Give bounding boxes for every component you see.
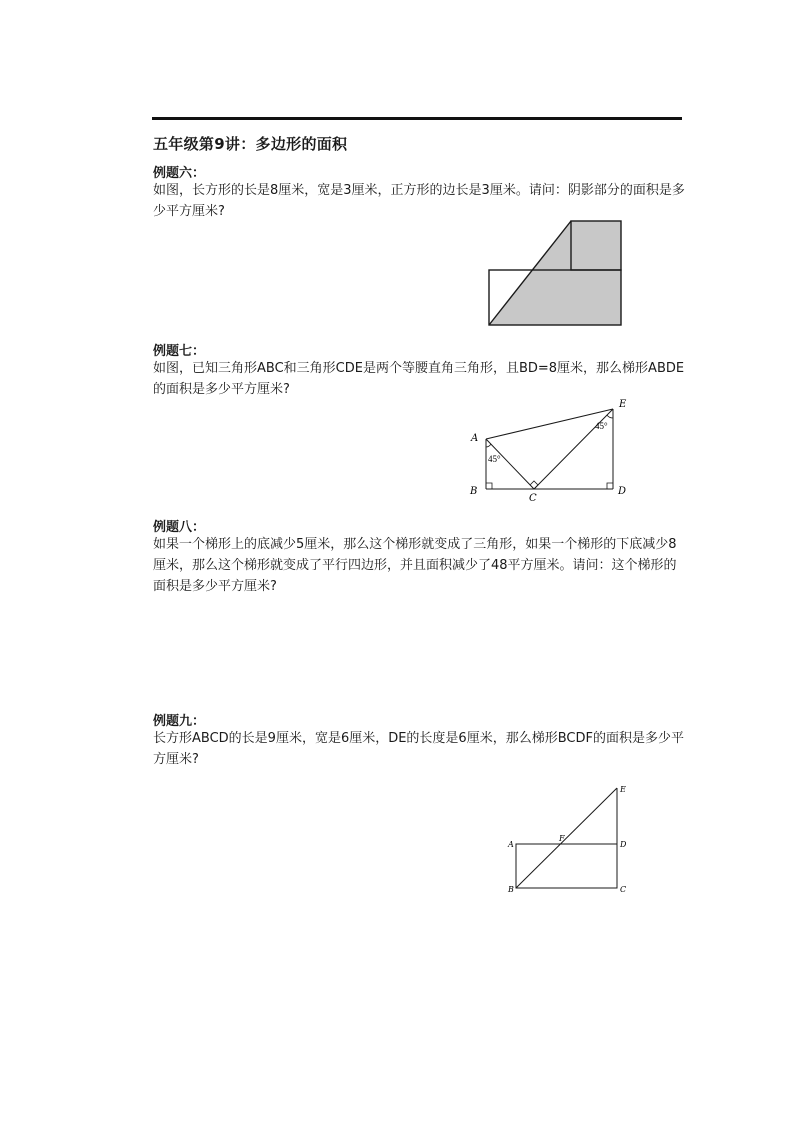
label-c: C: [620, 885, 627, 894]
segment-be: [516, 788, 617, 888]
label-a: A: [471, 433, 479, 444]
example-7-label: 例题七：: [153, 344, 206, 359]
label-f: F: [559, 834, 565, 843]
example-7-figure: [462, 394, 652, 504]
example-9-text: 长方形ABCD的长是9厘米，宽是6厘米，DE的长度是6厘米，那么梯形BCDF的面积是多少平方厘米?: [153, 731, 684, 767]
right-angle-d: [607, 483, 613, 489]
angle-arc-e: [607, 415, 613, 418]
label-c: C: [529, 493, 537, 504]
right-angle-c: [530, 481, 538, 489]
angle-arc-a: [486, 444, 491, 447]
header-rule: [152, 117, 682, 120]
example-9-label: 例题九：: [153, 714, 206, 729]
label-b: B: [470, 486, 478, 497]
example-9-figure: [500, 780, 640, 895]
label-d: D: [620, 840, 627, 849]
right-angle-b: [486, 483, 492, 489]
label-d: D: [618, 486, 627, 497]
segment-ac: [486, 439, 534, 489]
label-e: E: [619, 399, 627, 410]
example-6-figure: [487, 219, 623, 327]
shaded-region: [489, 221, 621, 325]
segment-ae: [486, 409, 613, 439]
example-7-text: 如图，已知三角形ABC和三角形CDE是两个等腰直角三角形，且BD=8厘米，那么梯形ABDE的面积是多少平方厘米?: [153, 361, 685, 397]
label-a: A: [508, 840, 514, 849]
angle-label-a: 45°: [488, 454, 501, 464]
label-e: E: [620, 785, 626, 794]
angle-label-e: 45°: [595, 421, 608, 431]
example-8-text: 如果一个梯形上的底减少5厘米，那么这个梯形就变成了三角形，如果一个梯形的下底减少8厘米，那么这个梯形就变成了平行四边形，并且面积减少了48平方厘米。请问：这个梯形的面积是多少平方厘米?: [153, 537, 677, 594]
rectangle-abcd: [516, 844, 617, 888]
page-title: 五年级第9讲：多边形的面积: [153, 135, 348, 153]
example-6-label: 例题六：: [153, 166, 206, 181]
example-6-text: 如图，长方形的长是8厘米，宽是3厘米，正方形的边长是3厘米。请问：阴影部分的面积是多少平方厘米?: [153, 183, 685, 219]
example-8-label: 例题八：: [153, 520, 206, 535]
label-b: B: [508, 885, 514, 894]
